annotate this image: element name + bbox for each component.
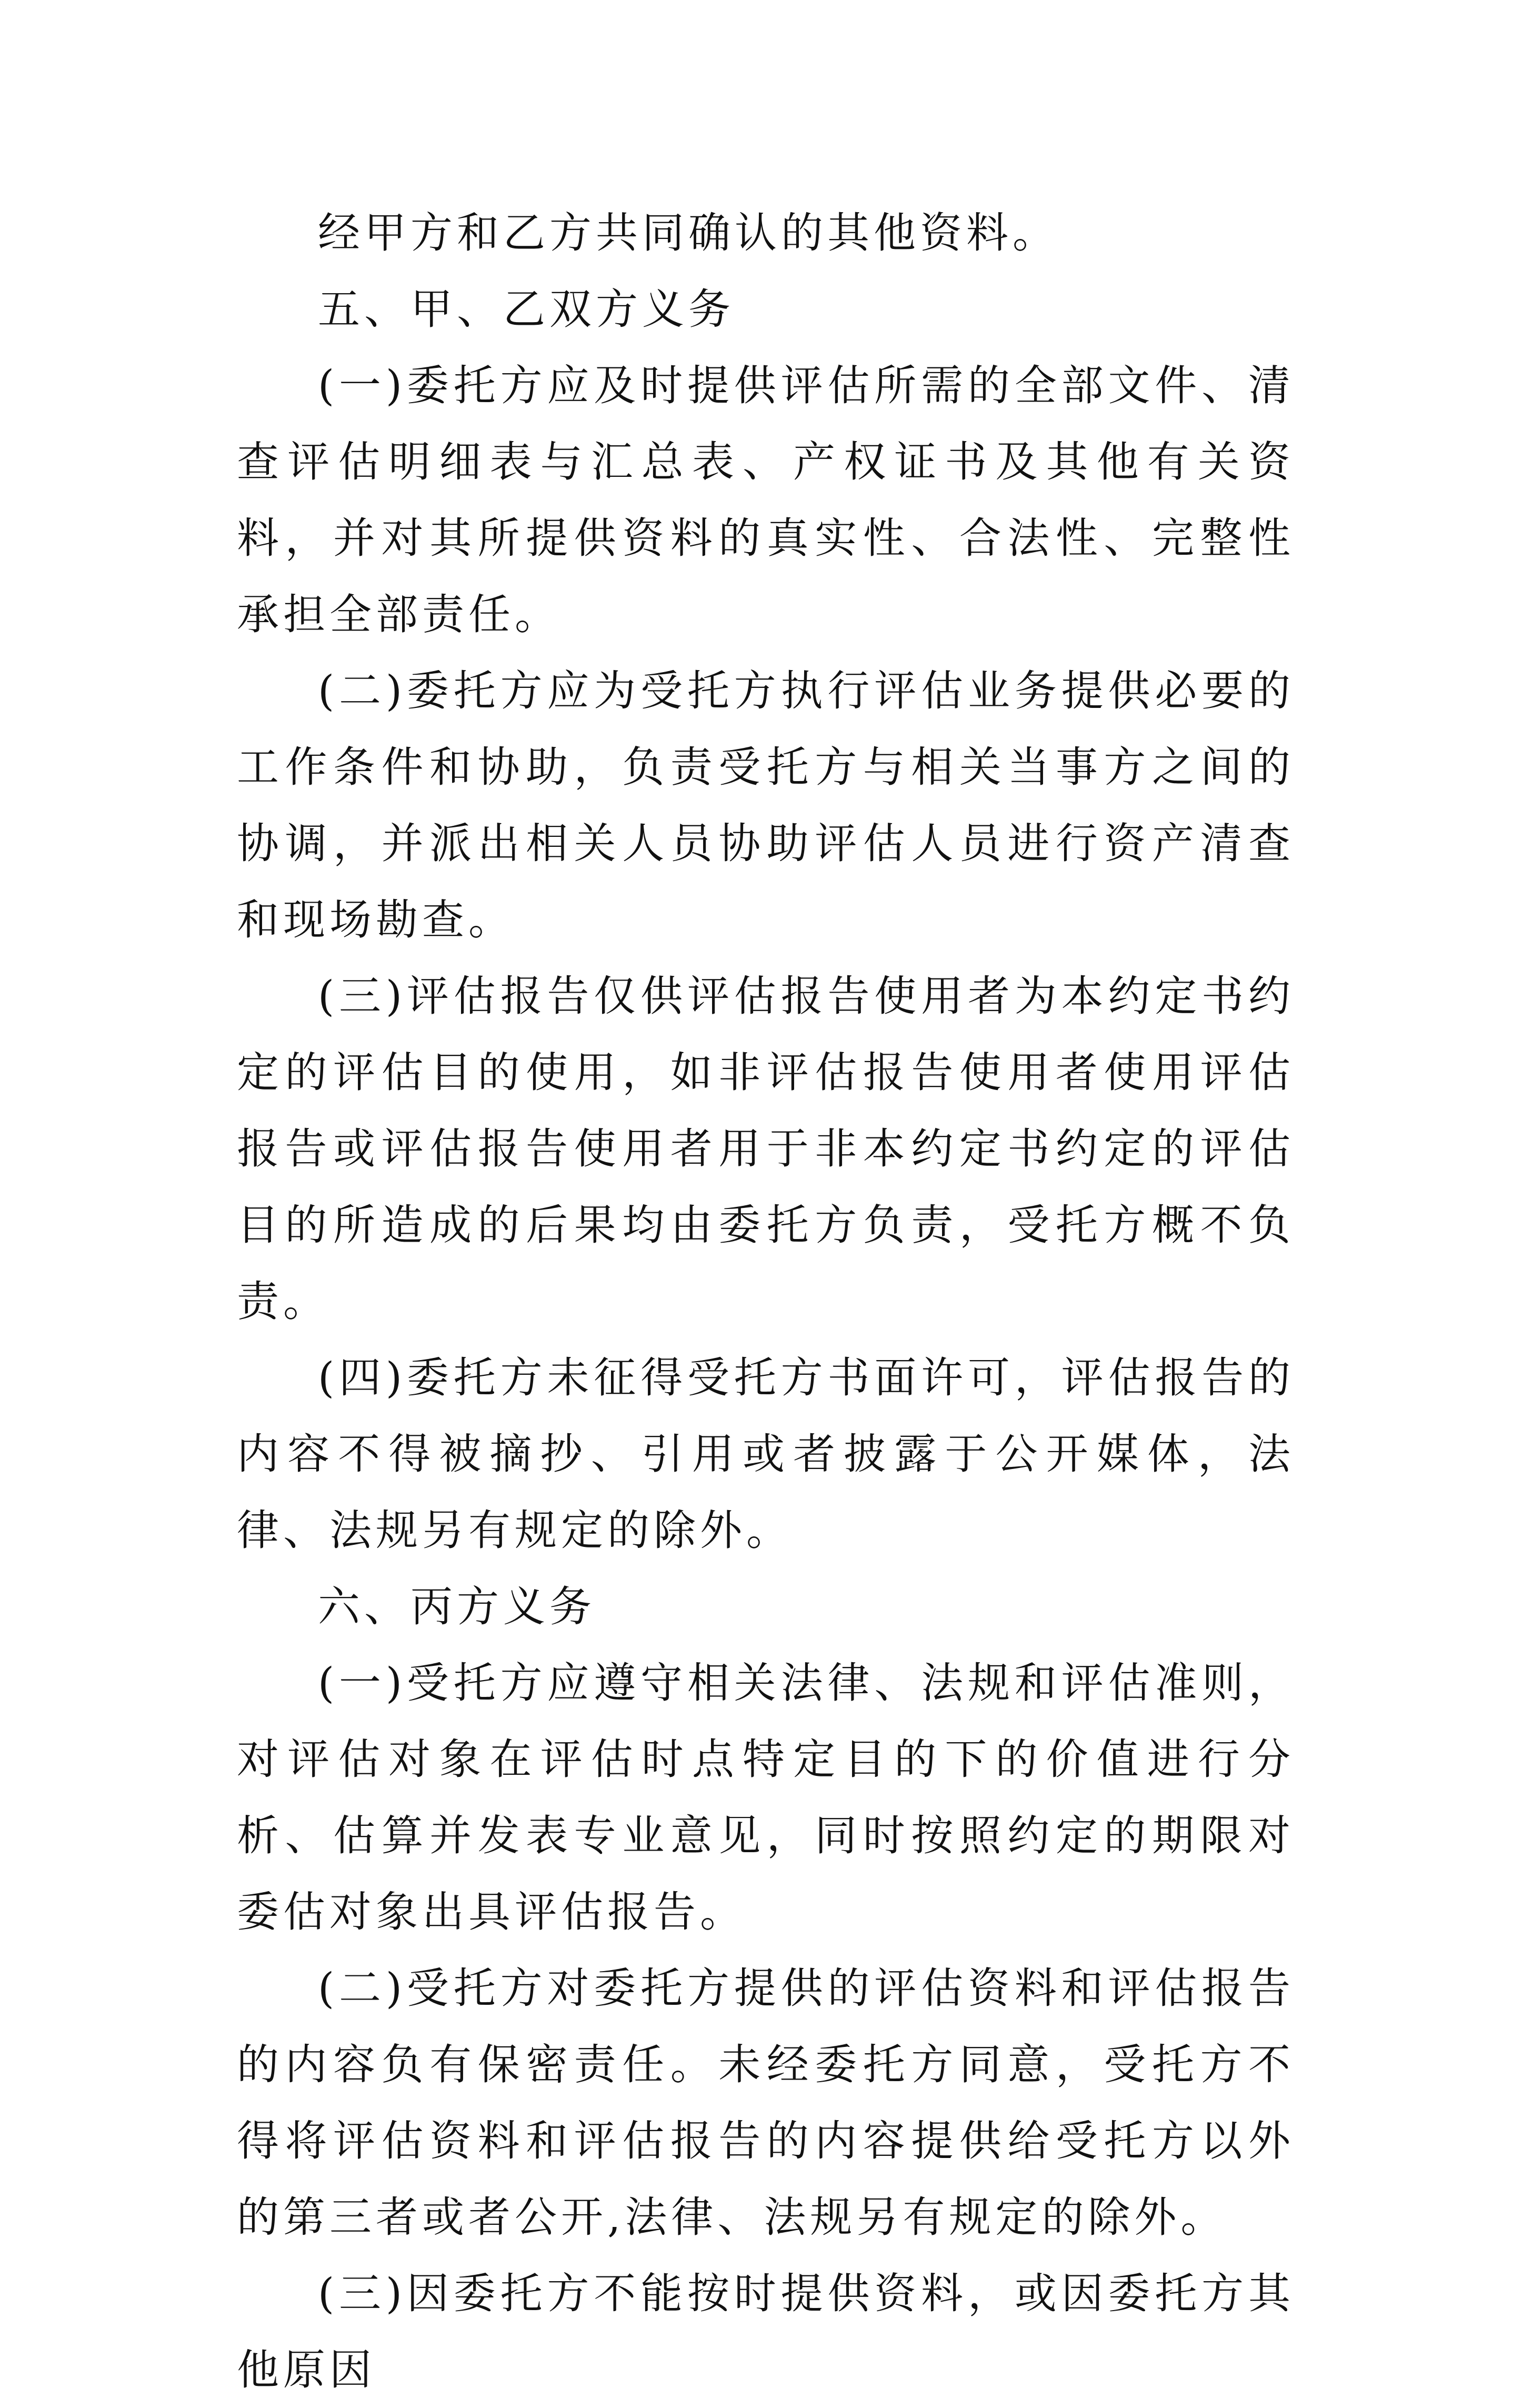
paragraph-other-materials: 经甲方和乙方共同确认的其他资料。	[318, 208, 1059, 257]
paragraph-ab-obligation-4: (四)委托方未征得受托方书面许可，评估报告的内容不得被摘抄、引用或者披露于公开媒体，法律、法规另有规定的除外。	[237, 1353, 1295, 1555]
paragraph-ab-obligation-2: (二)委托方应为受托方执行评估业务提供必要的工作条件和协助，负责受托方与相关当事方之间的协调，并派出相关人员协助评估人员进行资产清查和现场勘查。	[237, 666, 1295, 944]
paragraph-c-obligation-3: (三)因委托方不能按时提供资料，或因委托方其他原因	[237, 2269, 1295, 2394]
document-page	[237, 195, 1295, 2408]
section-heading-party-c-obligations: 六、丙方义务	[318, 1582, 596, 1631]
paragraph-ab-obligation-1: (一)委托方应及时提供评估所需的全部文件、清查评估明细表与汇总表、产权证书及其他有关资料，并对其所提供资料的真实性、合法性、完整性承担全部责任。	[237, 361, 1295, 639]
section-heading-party-ab-obligations: 五、甲、乙双方义务	[318, 285, 735, 334]
paragraph-ab-obligation-3: (三)评估报告仅供评估报告使用者为本约定书约定的评估目的使用，如非评估报告使用者使用评估报告或评估报告使用者用于非本约定书约定的评估目的所造成的后果均由委托方负责，受托方概不负责。	[237, 972, 1295, 1326]
paragraph-c-obligation-1: (一)受托方应遵守相关法律、法规和评估准则，对评估对象在评估时点特定目的下的价值进行分析、估算并发表专业意见，同时按照约定的期限对委估对象出具评估报告。	[237, 1658, 1295, 1936]
paragraph-c-obligation-2: (二)受托方对委托方提供的评估资料和评估报告的内容负有保密责任。未经委托方同意，受托方不得将评估资料和评估报告的内容提供给受托方以外的第三者或者公开,法律、法规另有规定的除外。	[237, 1964, 1295, 2242]
